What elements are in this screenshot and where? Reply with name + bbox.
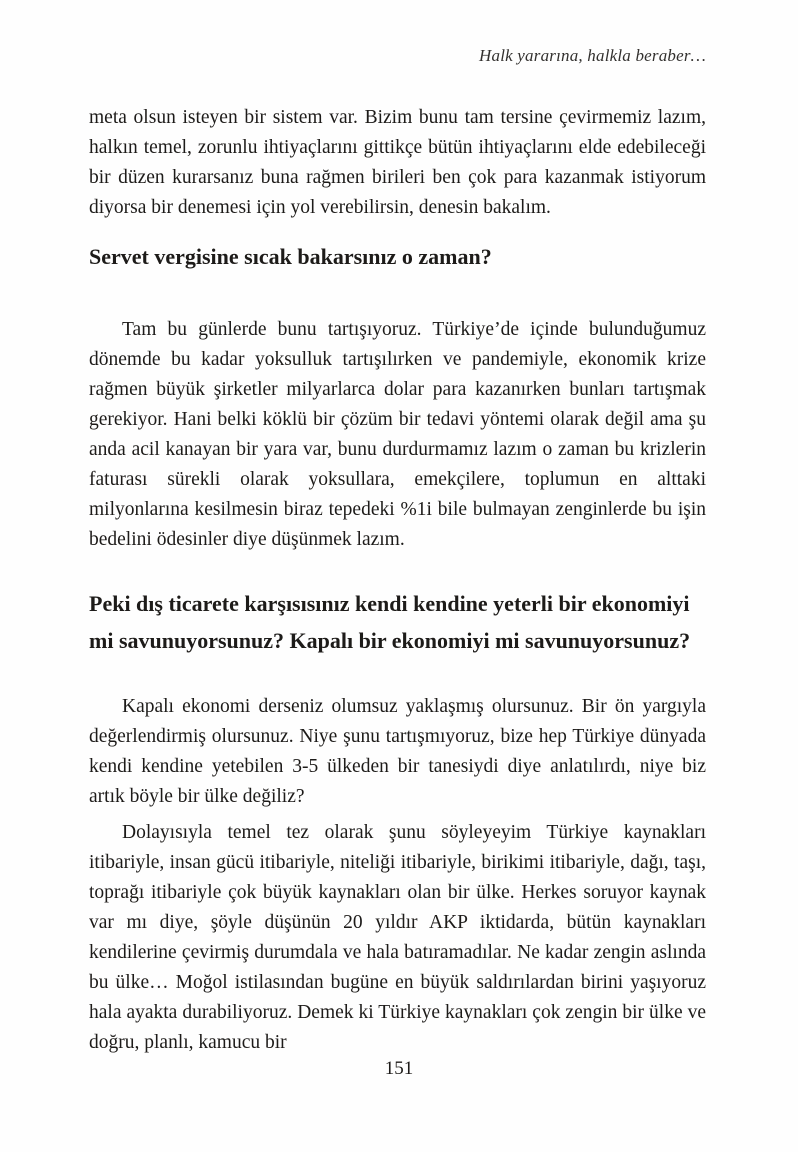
paragraph: Kapalı ekonomi derseniz olumsuz yaklaşmış olursunuz. Bir ön yargıyla değerlendirmiş olursunuz. Niye şunu tartışmıyoruz, bize hep Türkiye dünyada kendi kendine yetebilen 3-5 ülkeden bir tanesiydi diye anlatılırdı, niye biz artık böyle bir ülke değiliz? [89, 696, 706, 807]
paragraph: Tam bu günlerde bunu tartışıyoruz. Türkiye’de içinde bulunduğumuz dönemde bu kadar yoksulluk tartışılırken ve pandemiyle, ekonomik krize rağmen büyük şirketler milyarlarca dolar para kazanırken bunları tartışmak gerekiyor. Hani belki köklü bir çözüm bir tedavi yöntemi olarak değil ama şu anda acil kanayan bir yara var, bunu durdurmamız lazım o zaman bu krizlerin faturası sürekli olarak yoksullara, emekçilere, toplumun en alttaki milyonlarına kesilmesin biraz tepedeki %1i bile bulmayan zenginlerde bu işin bedelini ödesinler diye düşünmek lazım. [89, 319, 706, 550]
page-number: 151 [384, 1058, 414, 1079]
section-heading-servet-vergisi: Servet vergisine sıcak bakarsınız o zaman? [89, 244, 492, 269]
section-heading-dis-ticaret: Peki dış ticarete karşısısınız kendi kendine yeterli bir ekonomiyi mi savunuyorsunuz? Kapalı bir ekonomiyi mi savunuyorsunuz? [89, 591, 691, 653]
paragraph-continuation: meta olsun isteyen bir sistem var. Bizim bunu tam tersine çevirmemiz lazım, halkın temel, zorunlu ihtiyaçlarını gittikçe bütün ihtiyaçlarını elde edebileceği bir düzen kurarsanız buna rağmen birileri ben çok para kazanmak istiyorum diyorsa bir denemesi için yol verebilirsin, denesin bakalım. [89, 107, 706, 218]
paragraph: Dolayısıyla temel tez olarak şunu söyleyeyim Türkiye kaynakları itibariyle, insan gücü itibariyle, niteliği itibariyle, birikimi itibariyle, dağı, taşı, toprağı itibariyle çok büyük kaynakları olan bir ülke. Herkes soruyor kaynak var mı diye, şöyle düşünün 20 yıldır AKP iktidarda, bütün kaynakları kendilerine çevirmiş durumdala ve hala batıramadılar. Ne kadar zengin aslında bu ülke… Moğol istilasından bugüne en büyük saldırılardan birini yaşıyoruz hala ayakta durabiliyoruz. Demek ki Türkiye kaynakları çok zengin bir ülke ve doğru, planlı, kamucu bir [89, 822, 706, 1053]
page-body [89, 103, 706, 1058]
running-header: Halk yararına, halkla beraber… [479, 46, 706, 65]
